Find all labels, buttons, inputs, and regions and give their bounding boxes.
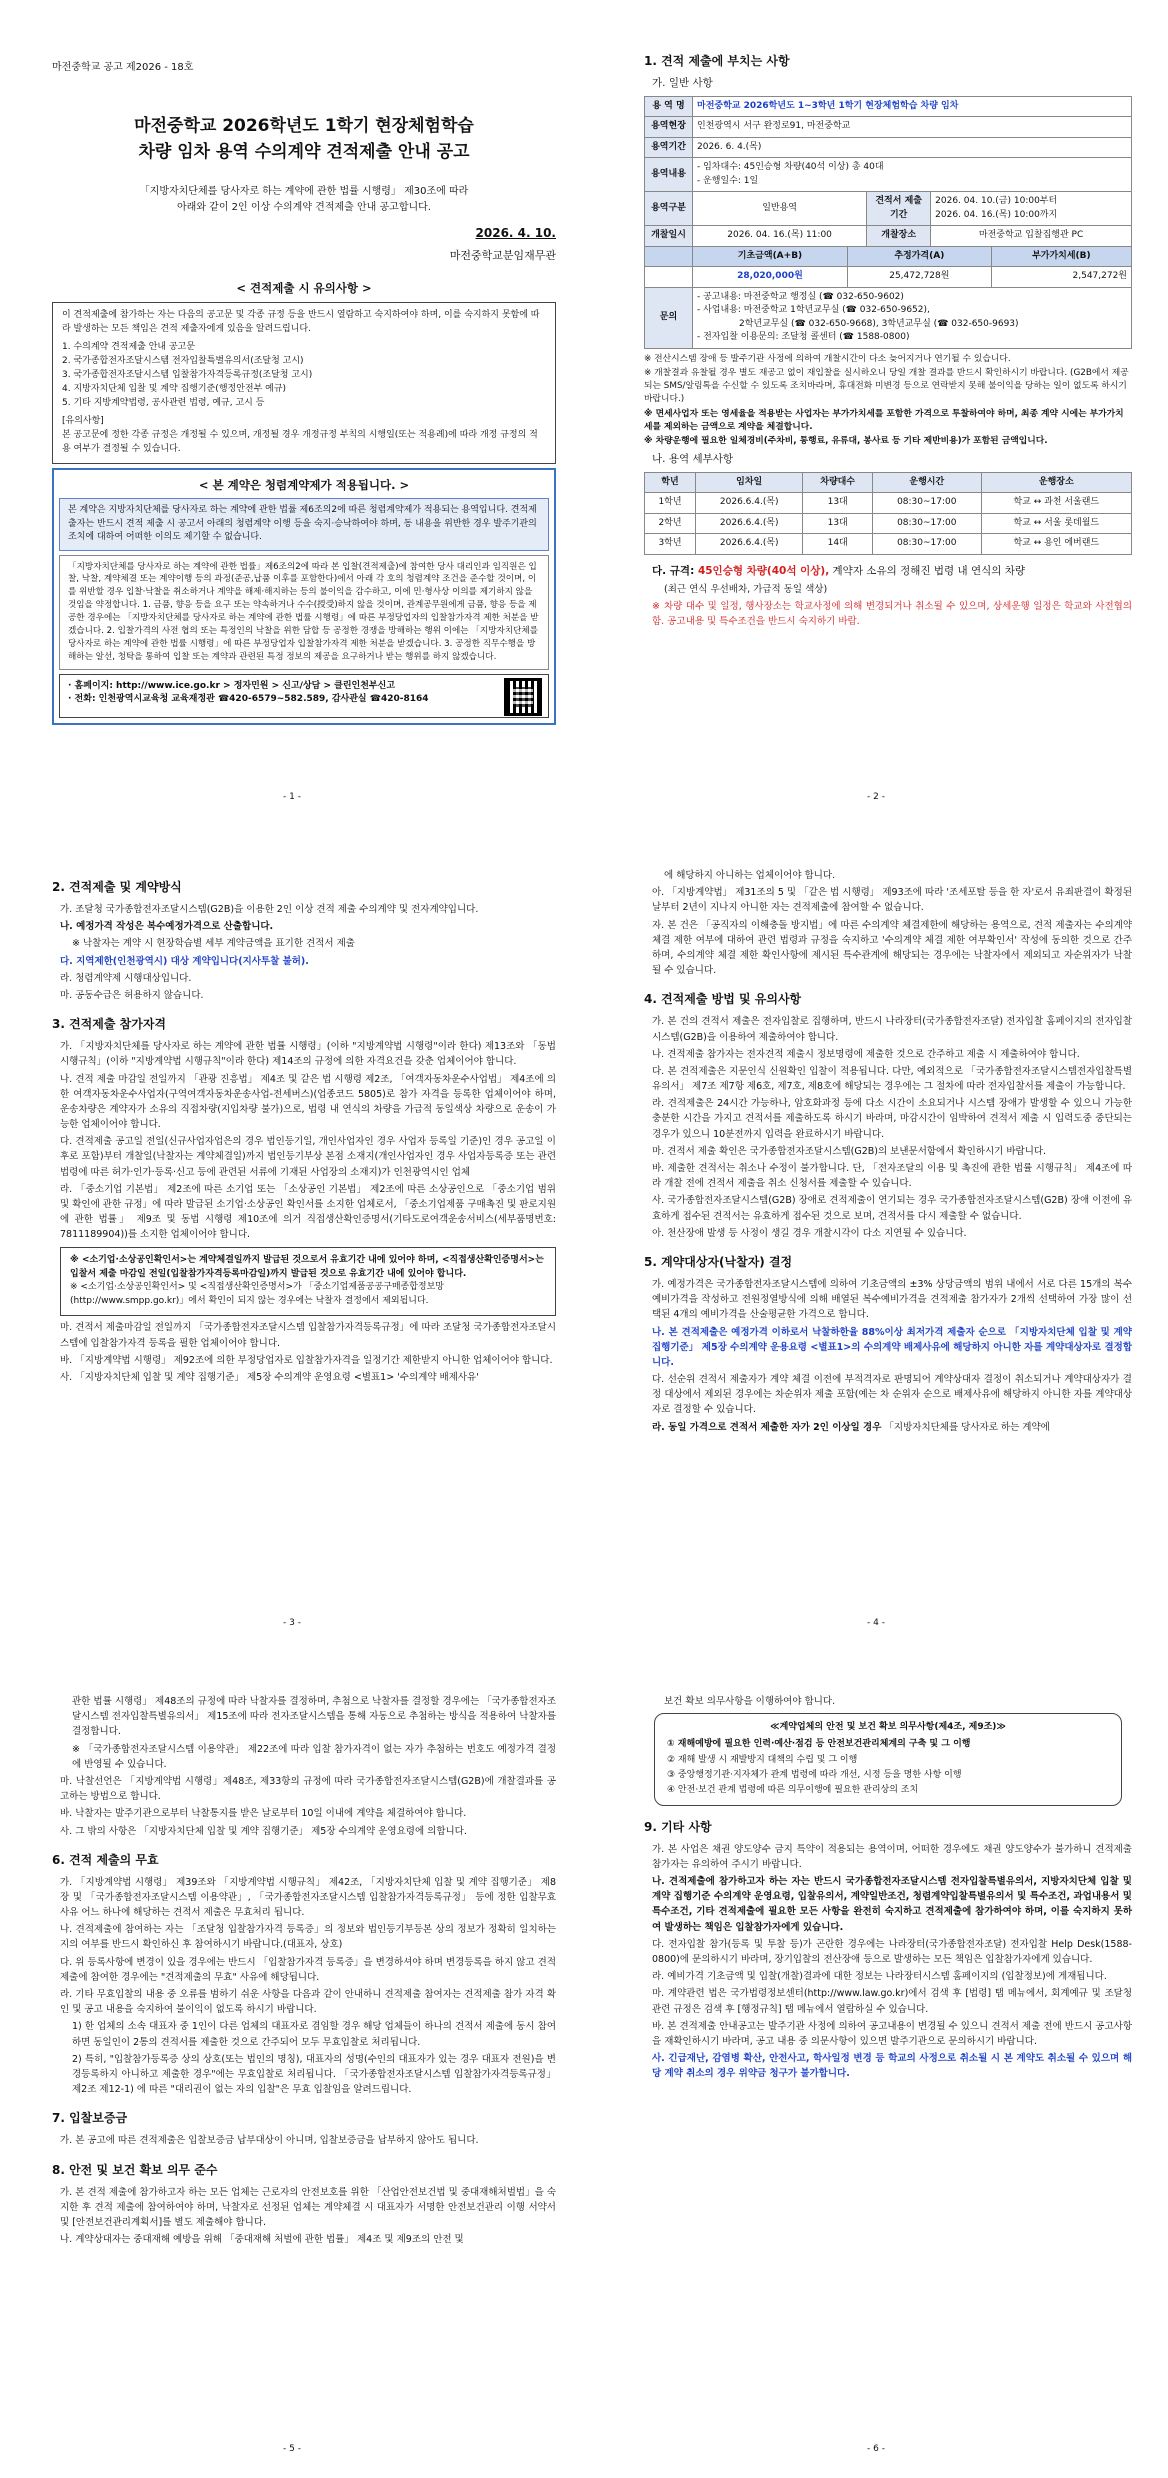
- item: 라. 기타 무효입찰의 내용 중 오류를 범하기 쉬운 사항을 다음과 같이 안내하니 견적제출 참여자는 견적제출 참가 자격 확인 및 공고 내용을 숙지하여 불이익이 없도록 하시기 바랍니다.: [60, 1989, 556, 2016]
- item: 다. 전자입찰 참가(등록 및 투찰 등)가 곤란한 경우에는 나라장터(국가종합전자조달) 전자입찰 Help Desk(1588-0800)에 문의하시기 바라며, 장기입찰의 전산장애 등으로 발생하는 모든 책임은 입찰참가자에게 있습니다.: [652, 1938, 1132, 1965]
- safety-duty: ④ 안전·보건 관계 법령에 따른 의무이행에 필요한 관리상의 조치: [667, 1785, 919, 1796]
- label-kind: 용역구분: [645, 192, 693, 226]
- item: 가. 본 사업은 채권 양도양수 금지 특약이 적용되는 용역이며, 어떠한 경우에도 채권 양도양수가 불가하니 견적제출 참가자는 유의하여 주시기 바랍니다.: [652, 1843, 1132, 1870]
- safety-duties-box: [654, 1713, 1122, 1805]
- section-2-heading: 2. 견적제출 및 계약방식: [52, 880, 182, 894]
- schedule-head: 운행시간: [872, 472, 981, 493]
- integrity-title: < 본 계약은 청렴계약제가 적용됩니다. >: [198, 477, 410, 492]
- spec-line: [652, 563, 1132, 580]
- page-5: [0, 1652, 584, 2478]
- item: 나. 예정가격 작성은 복수예정가격으로 산출합니다.: [60, 921, 274, 933]
- cell: 08:30~17:00: [872, 493, 981, 514]
- title-line-1: 마전중학교 2026학년도 1학기 현장체험학습: [134, 116, 474, 136]
- item: 마. 계약관련 법은 국가법령정보센터(http://www.law.go.kr)에서 검색 후 [법령] 탭 메뉴에서, 회계예규 및 조달청 관련 규정은 검색 후 [행정규칙] 탭 메뉴에서 열람하실 수 있습니다.: [652, 1988, 1132, 2015]
- item: 다. 지역제한(인천광역시) 대상 계약입니다(지사투찰 불허).: [60, 955, 309, 967]
- note: ※ 개찰결과 유찰될 경우 별도 재공고 없이 재입찰을 실시하오니 당일 개찰 결과를 반드시 확인하시기 바랍니다. (G2B에서 제공되는 SMS/알림톡을 수신할 수 있도록 조치바라며, 휴대전화 미변경 등으로 연락받지 못해 불이익을 당하는 일이 없도록 하시기 바랍니다.): [644, 367, 1129, 405]
- item: 가. 조달청 국가종합전자조달시스템(G2B)을 이용한 2인 이상 견적 제출 수의계약 및 전자계약입니다.: [60, 904, 479, 915]
- item: 사. 그 밖의 사항은 「지방자치단체 입찰 및 계약 집행기준」 제5장 수의계약 운영요령에 의합니다.: [60, 1825, 467, 1837]
- item: 라. 견적제출은 24시간 가능하나, 암호화과정 등에 다소 시간이 소요되거나 시스템 장애가 발생할 수 있으니 가능한 충분한 시간을 가지고 견적서를 제출하도록 하시기 바라며, 마감시간이 임박하여 견적서 제출 시 입력도중 중단되는 경우가 있으니 10분전까지 입력을 완료하시기 바랍니다.: [652, 1098, 1132, 1140]
- section-6-heading: 6. 견적 제출의 무효: [52, 1852, 159, 1867]
- page-3: [0, 826, 584, 1652]
- note: ※ 차량운행에 필요한 일체경비(주차비, 통행료, 유류대, 봉사료 등 기타 제반비용)가 포함된 금액입니다.: [644, 435, 1048, 446]
- spec-sub: (최근 연식 우선배차, 가급적 동일 색상): [664, 583, 828, 595]
- item: 라. 예비가격 기초금액 및 입찰(개찰)결과에 대한 정보는 나라장터시스템 홈페이지의 (입찰정보)에 게재됩니다.: [652, 1971, 1107, 1983]
- item: 자. 본 건은 「공직자의 이해충돌 방지법」에 따른 수의계약 체결제한에 해당하는 용역으로, 견적 제출자는 수의계약체결 제한 여부에 대하여 관련 법령과 규정을 숙지하고 '수의계약 체결 제한 여부확인서' 작성에 동의한 것으로 간주하며, 수의계약 체결 제한 확인사항에 제시된 특수관계에 해당되는 경우에는 낙찰자에서 제외되고 자순위자가 낙찰 될 수 있습니다.: [652, 919, 1132, 977]
- item: 마. 낙찰선언은 「지방계약법 시행령」제48조, 제33항의 규정에 따라 국가종합전자조달시스템(G2B)에 개찰결과를 공고하는 방법으로 합니다.: [60, 1775, 556, 1803]
- cell: 13대: [803, 513, 873, 534]
- amount-estimate: 25,472,728원: [847, 267, 991, 288]
- value-period: 2026. 6. 4.(목): [693, 137, 1132, 158]
- schedule-head: 임차일: [696, 472, 803, 493]
- note: ※ 전산시스템 장애 등 발주기관 사정에 의하여 개찰시간이 다소 늦어지거나 연기될 수 있습니다.: [644, 353, 1011, 364]
- caution-item: 3. 국가종합전자조달시스템 입찰참가자격등록규정(조달청 고시): [62, 370, 313, 381]
- cell: 2026.6.4.(목): [696, 513, 803, 534]
- safety-duties-title: ≪계약업체의 안전 및 보건 확보 의무사항(제4조, 제9조)≫: [770, 1722, 1006, 1733]
- amount-head: 기초금액(A+B): [693, 246, 848, 267]
- item: 나. 견적제출 참가자는 전자견적 제출시 정보명령에 제출한 것으로 간주하고 제출 시 제출하여야 합니다.: [652, 1048, 1080, 1060]
- page-number: - 4 -: [867, 1617, 885, 1628]
- spec-highlight: 45인승형 차량(40석 이상),: [697, 564, 830, 577]
- page-number: - 6 -: [867, 2443, 885, 2454]
- note: ※ 면세사업자 또는 영세율을 적용받는 사업자는 부가가치세를 포함한 가격으로 투찰하여야 하며, 최종 계약 시에는 부가가치세를 제외하는 금액으로 계약을 체결합니다.: [644, 408, 1124, 432]
- value-service-name: 마전중학교 2026학년도 1~3학년 1학기 현장체험학습 차량 임차: [693, 96, 1132, 117]
- schedule-head: 차량대수: [803, 472, 873, 493]
- general-info-table: [644, 96, 1132, 247]
- item: 라. 「중소기업 기본법」 제2조에 따른 소기업 또는 「소상공인 기본법」 제2조에 따른 소상공인으로 「중소기업 범위 및 확인에 관한 규정」에 따라 발급된 소기업·소상공인 확인서를 소지한 업체로서, 「중소기업제품 구매촉진 및 판로지원에 관한 법률」 제9조 및 동법 시행령 제10조에 의거 직접생산확인증명서(기타도로여객운송서비스(세부품명번호: 7811189904))를 소지한 업체이어야 합니다.: [60, 1183, 556, 1241]
- label-content: 용역내용: [645, 158, 693, 192]
- spec-text: 계약자 소유의 정해진 법령 내 연식의 차량: [829, 564, 1025, 577]
- continuation: 에 해당하지 아니하는 업체이어야 합니다.: [664, 870, 836, 881]
- item-text: 「지방자치단체를 당사자로 하는 계약에: [881, 1421, 1050, 1433]
- inquiry-line: - 사업내용: 마전중학교 1학년교무실 (☎ 032-650-9652),: [697, 305, 930, 316]
- subsection-general: 가. 일반 사항: [652, 77, 713, 89]
- item: 다. 위 등록사항에 변경이 있을 경우에는 반드시 「입찰참가자격 등록증」을 변경하셔야 하며 변경등록을 하지 않고 견적제출에 참여한 경우에는 "견적제출의 무효" 사유에 해당됩니다.: [60, 1956, 556, 1983]
- page-number: - 3 -: [283, 1617, 301, 1628]
- section-8-heading: 8. 안전 및 보건 확보 의무 준수: [52, 2162, 218, 2177]
- item: 사. 국가종합전자조달시스템(G2B) 장애로 견적제출이 연기되는 경우 국가종합전자조달시스템(G2B) 장애 이전에 유효하게 접수된 견적서는 유효하게 접수된 것으로 보며, 견적서를 다시 제출할 수 없습니다.: [652, 1195, 1132, 1222]
- report-homepage: · 홈페이지: http://www.ice.go.kr > 정자민원 > 신고/상담 > 클린인천부신고: [68, 680, 396, 691]
- item: 나. 견적제출에 참가하고자 하는 자는 반드시 국가종합전자조달시스템 전자입찰특별유의서, 지방자치단체 입찰 및 계약 집행기준 수의계약 운영요령, 입찰유의서, 계약일반조건, 청렴계약입찰특별유의서 및 특수조건, 과업내용서 및 특수조건, 기타 견적제출에 필요한 모든 사항을 완전히 숙지하고 견적제출에 참가하여야 하며, 이를 숙지하지 못하여 발생하는 책임은 입찰참가자에게 있습니다.: [652, 1876, 1132, 1933]
- item: 나. 본 견적제출은 예정가격 이하로서 낙찰하한율 88%이상 최저가격 제출자 순으로 「지방자치단체 입찰 및 계약집행기준」 제5장 수의계약 운용요령 <별표1>의 수의계약 배제사유에 해당하지 아니한 자를 계약대상자로 결정합니다.: [652, 1326, 1132, 1368]
- item: 아. 천산장애 발생 등 사정이 생길 경우 개찰시각이 다소 지연될 수 있습니다.: [652, 1227, 967, 1239]
- certificate-note: ※ <소기업·소상공인확인서> 및 <직접생산확인증명서>가 「중소기업제품공공구매종합정보망(http://www.smpp.go.kr)」에서 확인이 되지 않는 경우에는 낙찰자 결정에서 제외됩니다.: [70, 1282, 444, 1307]
- warning-note: ※ 차량 대수 및 일정, 행사장소는 학교사정에 의해 변경되거나 취소될 수 있으며, 상세운행 일정은 학교와 사전협의함. 공고내용 및 특수조건을 반드시 숙지하기 바람.: [652, 600, 1132, 627]
- item: 바. 「지방계약법 시행령」 제92조에 의한 부정당업자로 입찰참가자격을 일정기간 제한받지 아니한 업체이어야 합니다.: [60, 1354, 553, 1366]
- certificate-note-box: [60, 1247, 556, 1317]
- caution-title: < 견적제출 시 유의사항 >: [236, 281, 372, 296]
- item: 나. 견적 제출 마감일 전일까지 「관광 진흥법」 제4조 및 같은 법 시행령 제2조, 「여객자동차운수사업법」 제4조에 의한 여객자동차운수사업자(구역여객자동차운송사업-전세버스)(업종코드 5805)로 참가 자격을 등록한 업체이어야 하며, 운송차량은 계약자가 소유의 직접차량(지입차량 불가)으로, 법령 내 연식의 차량을 가급적 동일색상 차량으로 운송이 가능한 업체이어야 합니다.: [60, 1073, 556, 1131]
- caution-item: 4. 지방자치단체 입찰 및 계약 집행기준(행정안전부 예규): [62, 384, 287, 395]
- item-lead: 라. 동일 가격으로 견적서 제출한 자가 2인 이상일 경우: [652, 1421, 882, 1433]
- report-phone: · 전화: 인천광역시교육청 교육재정관 ☎420-6579~582.589, 감사관실 ☎420-8164: [68, 694, 429, 705]
- item: 가. 예정가격은 국가종합전자조달시스템에 의하여 기초금액의 ±3% 상당금액의 범위 내에서 서로 다른 15개의 복수예비가격을 작성하고 전원정열방식에 의해 배열된 복수예비가격을 견적제출 참가자가 2개씩 선택하여 가장 많이 선택된 4개의 예비가격을 산술평균한 가격으로 합니다.: [652, 1278, 1132, 1321]
- caution-item: 5. 기타 지방계약법령, 공사관련 법령, 예규, 고시 등: [62, 398, 265, 409]
- spec-label: 다. 규격:: [652, 564, 698, 577]
- cell: 학교 ↔ 과천 서울랜드: [981, 493, 1131, 514]
- label-service-name: 용 역 명: [645, 96, 693, 117]
- amount-head: 부가가치세(B): [991, 246, 1131, 267]
- item: 다. 선순위 견적서 제출자가 계약 체결 이전에 부적격자로 판명되어 계약상대자 결정이 취소되거나 계약대상자가 결정 대상에서 제외된 경우에는 차순위자 제출 포함(예는 차 순위자 순으로 배제사유에 해당하지 아니한 자를 계약대상자로 결정할 수 있습니다.: [652, 1374, 1132, 1416]
- issuer: 마전중학교분임재무관: [449, 248, 556, 262]
- caution-box: [52, 302, 556, 463]
- value-place: 마전중학교 입찰집행관 PC: [931, 226, 1132, 247]
- amount-spacer: [645, 267, 693, 288]
- integrity-box: [52, 468, 556, 725]
- due-end: 2026. 04. 16.(목) 10:00까지: [935, 209, 1058, 220]
- item: 가. 본 건의 견적서 제출은 전자입찰로 집행하며, 반드시 나라장터(국가종합전자조달) 전자입찰 홈페이지의 전자입찰시스템(G2B)을 이용하여 제출하여야 합니다.: [652, 1016, 1132, 1043]
- label-open: 개찰일시: [645, 226, 693, 247]
- item: [652, 1420, 1132, 1435]
- continuation: 보건 확보 의무사항을 이행하여야 합니다.: [664, 1696, 836, 1707]
- item: 바. 낙찰자는 발주기관으로부터 낙찰통지를 받은 날로부터 10일 이내에 계약을 체결하여야 합니다.: [60, 1808, 467, 1820]
- doc-number: 마전중학교 공고 제2026 - 18호: [52, 62, 194, 73]
- integrity-pledge: 「지방자치단체를 당사자로 하는 계약에 관한 법률」제6조의2에 따라 본 입찰(견적제출)에 참여한 당사 대리인과 임직원은 입찰, 낙찰, 계약체결 또는 계약이행 등의 과정(준공,납품 이후를 포함한다)에서 아래 각 호의 청렴계약 조건을 준수할 것이며, 이를 위반할 경우 입찰·낙찰을 취소하거나 계약을 해제·해지하는 등의 불이익을 감수하고, 이에 민·형사상 이의를 제기하지 않을 것임을 약정합니다. 1. 금품, 향응 등을 요구 또는 약속하거나 수수(授受)하지 않을 것이며, 관계공무원에게 금품, 향응 등을 제공한 경우에는 「지방자치단체를 당사자로 하는 계약에 관한 법률 시행령」에 따른 부정당업자의 입찰참가자격 제한 처분을 받겠습니다. 2. 입찰가격의 사전 협의 또는 특정인의 낙찰을 위한 담합 등 공정한 경쟁을 방해하는 행위 이에는 「지방자치단체를 당사자로 하는 계약에 관한 법률 시행령」에 따른 부정당업자 입찰참가자격 제한 처분을 받겠습니다. 3. 공정한 직무수행을 방해하는 알선, 청탁을 통하여 입찰 또는 계약과 관련된 특정 정보의 제공을 요구하거나 받는 행위를 하지 않겠습니다.: [59, 555, 549, 670]
- schedule-head: 운행장소: [981, 472, 1131, 493]
- label-due: 견적서 제출기간: [867, 192, 931, 226]
- amount-head: 추정가격(A): [847, 246, 991, 267]
- item: 바. 본 견적제출 안내공고는 발주기관 사정에 의하여 공고내용이 변경될 수 있으니 견적서 제출 전에 반드시 공고사항을 재확인하시기 바라며, 공고 내용 중 의문사항이 있으면 발주기관으로 문의하시기 바랍니다.: [652, 2020, 1132, 2047]
- caution-intro: 이 견적제출에 참가하는 자는 다음의 공고문 및 각종 규정 등을 반드시 열람하고 숙지하여야 하며, 이를 숙지하지 못함에 따라 발생하는 모든 책임은 견적 제출자에게 있음을 알려드립니다.: [62, 310, 540, 335]
- cell: 08:30~17:00: [872, 534, 981, 555]
- cell: 학교 ↔ 서울 롯데월드: [981, 513, 1131, 534]
- item: 나. 견적제출에 참여하는 자는 「조달청 입찰참가자격 등록증」의 정보와 법인등기부등본 상의 정보가 정확히 일치하는지의 여부를 반드시 확인하신 후 참여하시기 바랍니다.(대표자, 상호): [60, 1924, 556, 1951]
- item: 가. 「지방계약법 시행령」 제39조와 「지방계약법 시행규칙」 제42조, 「지방자치단체 입찰 및 계약 집행기준」 제8장 및 「국가종합전자조달시스템 이용약관」, 「국가종합전자조달시스템 입찰참가자격등록규정」 등에 정한 입찰무효사유 어느 하나에 해당하는 견적서 제출은 무효처리 됩니다.: [60, 1876, 556, 1919]
- table-row: [645, 534, 1132, 555]
- section-5-heading: 5. 계약대상자(낙찰자) 결정: [644, 1254, 793, 1269]
- label-inquiry: 문의: [645, 287, 693, 348]
- item: 가. 본 공고에 따른 견적제출은 입찰보증금 납부대상이 아니며, 입찰보증금을 납부하지 않아도 됩니다.: [60, 2135, 479, 2147]
- intro-line-2: 아래와 같이 2인 이상 수의계약 견적제출 안내 공고합니다.: [177, 201, 431, 213]
- sub-item: 1) 한 업체의 소속 대표자 중 1인이 다른 업체의 대표자로 겸임할 경우 해당 업체들이 하나의 견적서 제출에 동시 참여하면 동일인이 2통의 견적서를 제출한 것으로 간주되어 모두 무효입찰로 처리됩니다.: [72, 2021, 556, 2048]
- item: 마. 견적서 제출마감일 전일까지 「국가종합전자조달시스템 입찰참가자격등록규정」에 따라 조달청 국가종합전자조달시스템에 입찰참가자격 등록을 필한 업체이어야 합니다.: [60, 1322, 556, 1349]
- item: 마. 견적서 제출 확인은 국가종합전자조달시스템(G2B)의 보낸문서함에서 확인하시기 바랍니다.: [652, 1145, 1047, 1157]
- item: 나. 계약상대자는 중대재해 예방을 위해 「중대재해 처벌에 관한 법률」 제4조 및 제9조의 안전 및: [60, 2234, 464, 2246]
- qr-code-icon: [504, 678, 542, 716]
- cell: 14대: [803, 534, 873, 555]
- safety-duty: ③ 중앙행정기관·지자체가 관계 법령에 따라 개선, 시정 등을 명한 사항 이행: [667, 1770, 962, 1781]
- cell: 학교 ↔ 용인 에버랜드: [981, 534, 1131, 555]
- amount-vat: 2,547,272원: [991, 267, 1131, 288]
- page-number: - 2 -: [867, 791, 885, 802]
- item: 가. 본 견적 제출에 참가하고자 하는 모든 업체는 근로자의 안전보호를 위한 「산업안전보건법 및 중대재해처벌법」을 숙지한 후 견적 제출에 참여하여야 하며, 낙찰자로 선정된 업체는 계약체결 시 대표자가 서명한 안전보건관리 이행 서약서 및 [안전보건관리계획서]를 별도 제출해야 합니다.: [60, 2186, 556, 2228]
- subsection-detail: 나. 용역 세부사항: [652, 453, 734, 466]
- item: 다. 본 견적제출은 지문인식 신원확인 입찰이 적용됩니다. 다만, 예외적으로 「국가종합전자조달시스템전자입찰특별유의서」 제7조 제7항 제6호, 제7호, 제8호에 해당되는 경우에는 그 절차에 따라 전자입찰서를 제출이 가능합니다.: [652, 1065, 1132, 1093]
- table-row: [645, 513, 1132, 534]
- title-line-2: 차량 임차 용역 수의계약 견적제출 안내 공고: [138, 142, 470, 163]
- item: 가. 「지방자치단체를 당사자로 하는 계약에 관한 법률 시행령」(이하 "지방계약법 시행령"이라 한다) 제13조와 「동법 시행규칙」(이하 "지방계약법 시행규칙"이라 한다) 제14조의 규정에 의한 자격요건을 갖춘 업체이어야 합니다.: [60, 1041, 556, 1068]
- cell: 3학년: [645, 534, 696, 555]
- item: 라. 청렴계약제 시행대상입니다.: [60, 972, 192, 984]
- item: 사. 「지방자치단체 입찰 및 계약 집행기준」 제5장 수의계약 운영요령 <별표1> '수의계약 배제사유': [60, 1371, 479, 1383]
- page-2: [584, 0, 1168, 826]
- amount-spacer: [645, 246, 693, 267]
- schedule-table: [644, 472, 1132, 555]
- content-line-1: - 임차대수: 45인승형 차량(40석 이상) 총 40대: [697, 162, 884, 173]
- item: 아. 「지방계약법」 제31조의 5 및 「같은 법 시행령」 제93조에 따라 '조세포탈 등을 한 자'로서 유죄판결이 확정된 날부터 2년이 지나지 아니한 자는 견적제출에 참여할 수 없습니다.: [652, 887, 1132, 914]
- cell: 13대: [803, 493, 873, 514]
- value-content: [693, 158, 1132, 192]
- caution-note: 본 공고문에 정한 각종 규정은 개정될 수 있으며, 개정될 경우 개정규정 부칙의 시행일(또는 적용례)에 따라 개정 규정의 적용 여부가 결정될 수 있습니다.: [62, 429, 538, 454]
- inquiry-line: - 전자입찰 이용문의: 조달청 콜센터 (☎ 1588-0800): [697, 332, 910, 343]
- integrity-summary: 본 계약은 지방자치단체를 당사자로 하는 계약에 관한 법률 제6조의2에 따른 청렴계약제가 적용되는 용역입니다. 견적제출자는 반드시 견적 제출 시 공고서 아래의 청렴계약 이행 등을 숙지·승낙하여야 하며, 동 내용을 위반한 경우 발주기관의 조치에 대하여 어떠한 이의도 제기할 수 없습니다.: [59, 498, 549, 551]
- sub-item: 2) 특히, "입찰참가등록증 상의 상호(또는 법인의 명칭), 대표자의 성명(수인의 대표자가 있는 경우 대표자 전원)을 변경등록하지 아니하고 제출한 경우"에는 무효입찰로 처리됩니다. 「국가종합전자조달시스템 입찰참가자격등록규정」 제2조 제12-1) 에 따른 "대리권이 없는 자의 입찰"은 무효 입찰임을 알려드립니다.: [72, 2053, 556, 2096]
- table-row: [645, 493, 1132, 514]
- cell: 1학년: [645, 493, 696, 514]
- certificate-note: ※ <소기업·소상공인확인서>는 계약체결일까지 발급된 것으로서 유효기간 내에 있어야 하며, <직접생산확인증명서>는 입찰서 제출 마감일 전일(입찰참가자격등록마감일)까지 발급된 것으로 유효기간 내에 있어야 합니다.: [70, 1254, 544, 1279]
- inquiry-line: 2학년교무실 (☎ 032-650-9668), 3학년교무실 (☎ 032-650-9693): [739, 318, 1019, 329]
- page-number: - 1 -: [283, 791, 301, 802]
- schedule-head: 학년: [645, 472, 696, 493]
- report-contact: [59, 674, 549, 718]
- inquiry-line: - 공고내용: 마전중학교 행정실 (☎ 032-650-9602): [697, 291, 904, 302]
- section-3-heading: 3. 견적제출 참가자격: [52, 1017, 167, 1032]
- value-kind: 일반용역: [693, 192, 867, 226]
- value-open: 2026. 04. 16.(목) 11:00: [693, 226, 867, 247]
- caution-item: 1. 수의계약 견적제출 안내 공고문: [62, 342, 196, 353]
- item-note: ※ 낙찰자는 계약 시 현장학습별 세부 계약금액을 표기한 견적서 제출: [72, 938, 355, 950]
- caution-note-head: [유의사항]: [62, 416, 104, 426]
- section-9-heading: 9. 기타 사항: [644, 1819, 712, 1834]
- cell: 2학년: [645, 513, 696, 534]
- page-6: [584, 1652, 1168, 2478]
- item: 다. 견적제출 공고일 전일(신규사업자업은의 경우 법인등기일, 개인사업자인 경우 사업자 등록일 기준)인 경우 공고일 이후로 포함)부터 개찰일(낙찰자는 계약체결일)까지 법인등기부상 본점 소재지(개인사업자인 경우 사업자등록증 또는 관련 법령에 따른 허가·인가·등록·신고 등에 관련된 서류에 기재된 사업장의 소재지)가 인천광역시인 업체: [60, 1136, 556, 1178]
- page-1: [0, 0, 584, 826]
- section-4-heading: 4. 견적제출 방법 및 유의사항: [644, 992, 802, 1007]
- cell: 2026.6.4.(목): [696, 534, 803, 555]
- label-period: 용역기간: [645, 137, 693, 158]
- inquiry-list: [693, 287, 1132, 348]
- amount-base: 28,020,000원: [693, 267, 848, 288]
- item: 마. 공동수급은 허용하지 않습니다.: [60, 989, 204, 1001]
- page-4: [584, 826, 1168, 1652]
- section-1-heading: 1. 견적 제출에 부치는 사항: [644, 54, 790, 68]
- section-7-heading: 7. 입찰보증금: [52, 2111, 128, 2126]
- amount-table: [644, 246, 1132, 349]
- continuation: 관한 법률 시행령」 제48조의 규정에 따라 낙찰자를 결정하며, 추첨으로 낙찰자를 결정할 경우에는 「국가종합전자조달시스템 전자입찰특별유의서」 제15조에 따라 전자조달시스템을 통해 자동으로 추첨하는 방식을 적용하여 낙찰자를 결정합니다.: [72, 1696, 556, 1738]
- content-line-2: - 운행일수: 1일: [697, 175, 759, 186]
- intro-line-1: 「지방자치단체를 당사자로 하는 계약에 관한 법률 시행령」 제30조에 따라: [139, 185, 469, 197]
- cell: 2026.6.4.(목): [696, 493, 803, 514]
- notice-date: 2026. 4. 10.: [475, 225, 556, 240]
- item-note: ※ 「국가종합전자조달시스템 이용약관」 제22조에 따라 입찰 참가자격이 없는 자가 추첨하는 번호도 예정가격 결정에 반영될 수 있습니다.: [72, 1743, 556, 1770]
- safety-duty: ② 재해 발생 시 재발방지 대책의 수립 및 그 이행: [667, 1754, 858, 1765]
- page-number: - 5 -: [283, 2443, 301, 2454]
- value-due: [931, 192, 1132, 226]
- caution-item: 2. 국가종합전자조달시스템 전자입찰특별유의서(조달청 고시): [62, 356, 304, 367]
- intro: [52, 184, 556, 216]
- item: 바. 제출한 견적서는 취소나 수정이 불가합니다. 단, 「전자조달의 이용 및 촉진에 관한 법률 시행규칙」 제4조에 따라 개찰 전에 견적서 제출을 취소 신청서를 제출할 수 있습니다.: [652, 1163, 1132, 1190]
- value-site: 인천광역시 서구 완정로91, 마전중학교: [693, 117, 1132, 138]
- due-start: 2026. 04. 10.(금) 10:00부터: [935, 196, 1058, 207]
- cell: 08:30~17:00: [872, 513, 981, 534]
- page-title: [52, 113, 556, 166]
- safety-duty: ① 재해예방에 필요한 인력·예산·점검 등 안전보건관리체계의 구축 및 그 이행: [667, 1739, 971, 1750]
- label-place: 개찰장소: [867, 226, 931, 247]
- label-site: 용역현장: [645, 117, 693, 138]
- item: 사. 긴급재난, 감염병 확산, 안전사고, 학사일정 변경 등 학교의 사정으로 취소될 시 본 계약도 취소될 수 있으며 해당 계약 취소의 경우 위약금 청구가 불가합니다.: [652, 2053, 1132, 2080]
